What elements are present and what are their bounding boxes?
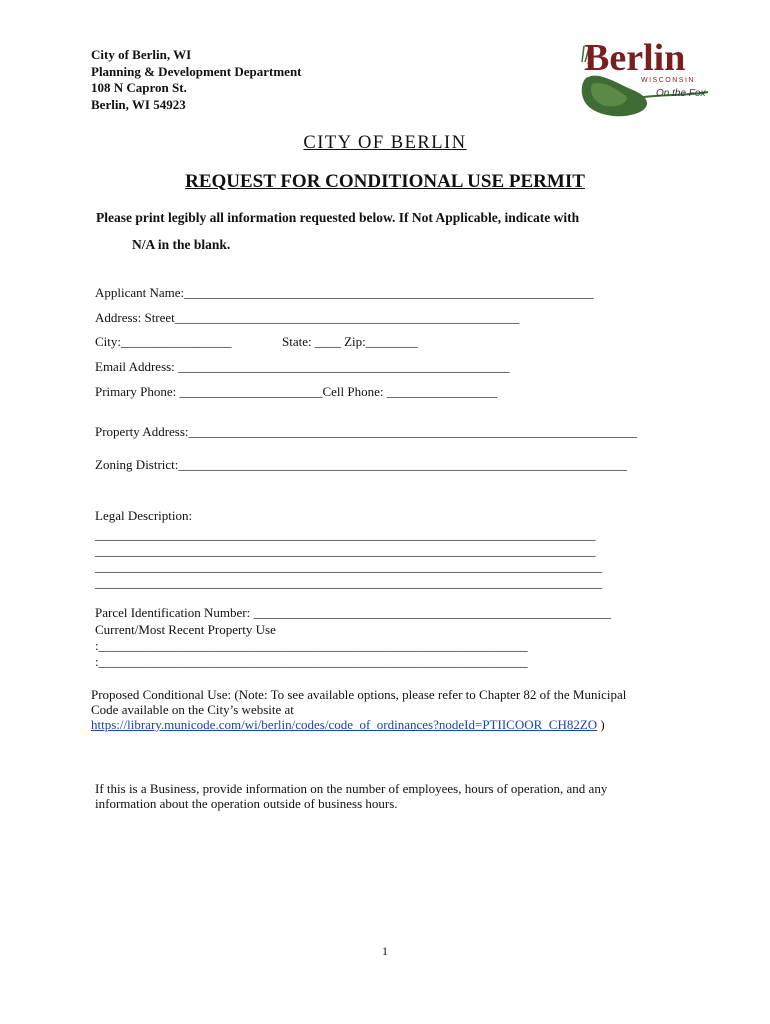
legal-description-line[interactable]: ______________________________________________________________________________: [95, 575, 602, 590]
parcel-id-field[interactable]: Parcel Identification Number: _______________________________________________________: [95, 605, 611, 620]
instructions-line-1: Please print legibly all information requested below. If Not Applicable, indicate with: [96, 210, 580, 225]
current-use-line[interactable]: :__________________________________________________________________: [95, 638, 528, 653]
address-line-street: 108 N Capron St.: [91, 80, 187, 95]
city-title: CITY OF BERLIN: [303, 133, 467, 153]
svg-text:On the Fox: On the Fox: [656, 88, 706, 99]
svg-text:WISCONSIN: WISCONSIN: [641, 77, 695, 84]
legal-description-line[interactable]: _____________________________________________________________________________: [95, 543, 596, 558]
zoning-district-field[interactable]: Zoning District:_____________________________________________________________________: [95, 457, 627, 472]
instructions-line-2: N/A in the blank.: [132, 237, 231, 252]
proposed-use-note-2: Code available on the City’s website at: [91, 702, 294, 717]
link-suffix: ): [597, 717, 605, 732]
current-use-label: Current/Most Recent Property Use: [95, 622, 276, 637]
email-field[interactable]: Email Address: ___________________________________________________: [95, 359, 510, 374]
svg-text:Berlin: Berlin: [584, 40, 686, 79]
department-address: [91, 47, 302, 113]
phone-fields[interactable]: Primary Phone: ______________________Cell Phone: _________________: [95, 384, 498, 399]
berlin-logo: [578, 40, 713, 122]
proposed-use-section: [91, 687, 711, 732]
municode-link[interactable]: https://library.municode.com/wi/berlin/codes/code_of_ordinances?nodeId=PTIICOOR_CH82ZO: [91, 717, 598, 732]
address-line-dept: Planning & Development Department: [91, 63, 302, 79]
address-line-city: City of Berlin, WI: [91, 47, 192, 62]
property-address-field[interactable]: Property Address:_____________________________________________________________________: [95, 424, 638, 439]
business-info-line-2: information about the operation outside of business hours.: [95, 796, 398, 811]
business-info-line-1: If this is a Business, provide information on the number of employees, hours of operation, and any: [95, 781, 608, 796]
city-field[interactable]: City:_________________: [95, 334, 232, 349]
proposed-use-note-1: Proposed Conditional Use: (Note: To see available options, please refer to Chapter 82 of the Municipal: [91, 687, 627, 702]
page-number: 1: [382, 944, 388, 958]
permit-title: REQUEST FOR CONDITIONAL USE PERMIT: [185, 171, 585, 192]
legal-description-line[interactable]: _____________________________________________________________________________: [95, 527, 596, 542]
legal-description-label: Legal Description:: [95, 508, 193, 523]
business-info-section: [95, 781, 695, 811]
state-zip-field[interactable]: State: ____ Zip:________: [282, 334, 418, 349]
address-line-zip: Berlin, WI 54923: [91, 96, 186, 112]
legal-description-line[interactable]: ______________________________________________________________________________: [95, 559, 602, 574]
street-address-field[interactable]: Address: Street_____________________________________________________: [95, 310, 520, 325]
current-use-line[interactable]: :__________________________________________________________________: [95, 654, 528, 669]
applicant-name-field[interactable]: Applicant Name:_______________________________________________________________: [95, 285, 594, 300]
berlin-logo-graphic: [578, 40, 713, 122]
instructions: [96, 204, 579, 258]
